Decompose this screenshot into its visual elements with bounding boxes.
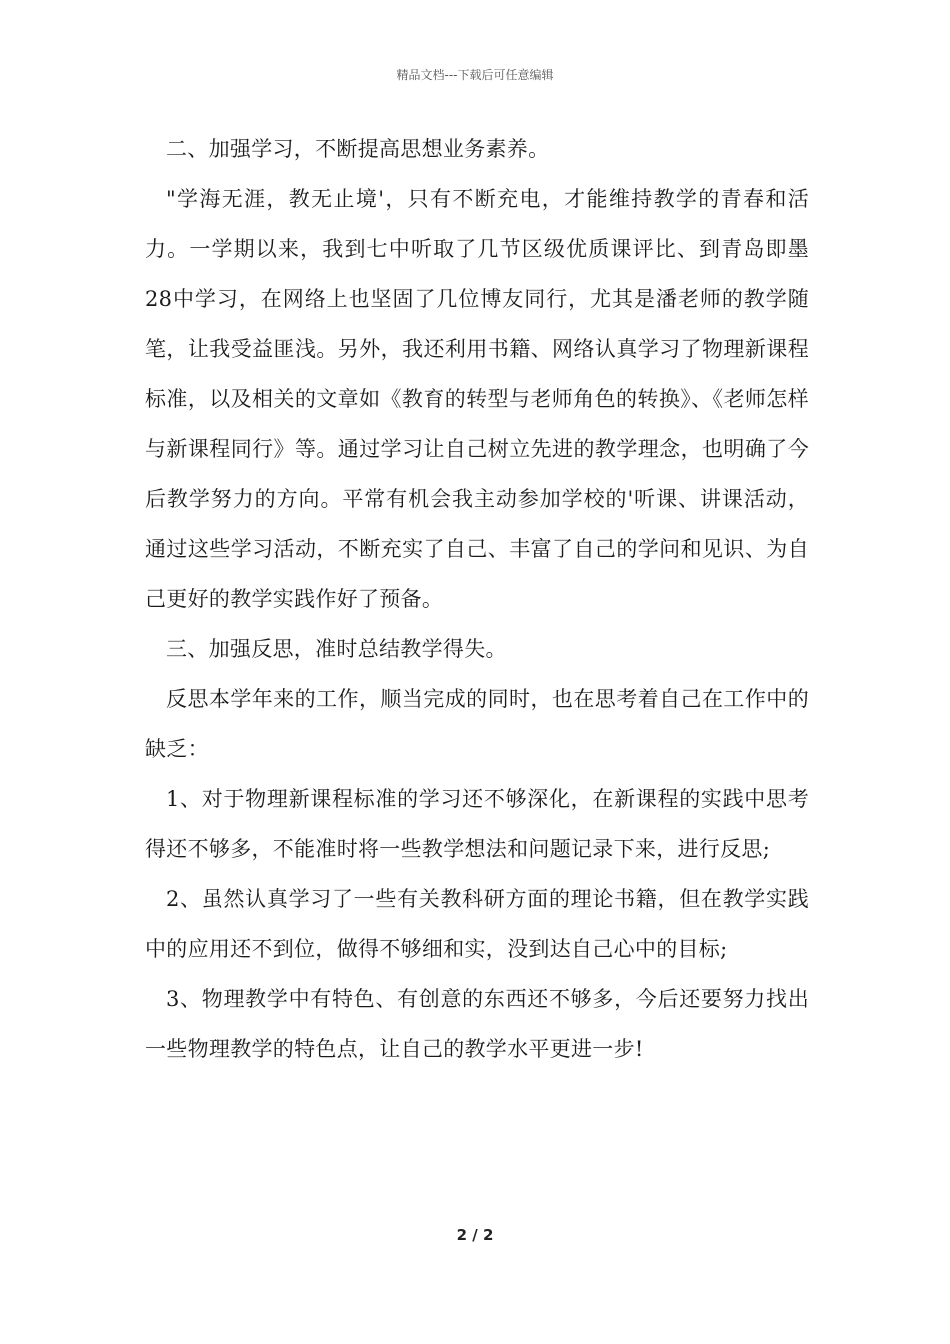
section-heading-reflection: 三、加强反思，准时总结教学得失。 <box>166 637 507 661</box>
page-header: 精品文档---下载后可任意编辑 <box>396 68 554 82</box>
paragraph-study: "学海无涯，教无止境'，只有不断充电，才能维持教学的青春和活力。一学期以来，我到七中听取了几节区级优质课评比、到青岛即墨28中学习，在网络上也坚固了几位博友同行，尤其是潘老师的教学随笔，让我受益匪浅。另外，我还利用书籍、网络认真学习了物理新课程标准，以及相关的文章如《教育的转型与老师角色的转换》、《老师怎样与新课程同行》等。通过学习让自己树立先进的教学理念，也明确了今后教学努力的方向。平常有机会我主动参加学校的'听课、讲课活动，通过这些学习活动，不断充实了自己、丰富了自己的学问和见识、为自己更好的教学实践作好了预备。 <box>145 187 809 611</box>
list-item-1: 1、对于物理新课程标准的学习还不够深化，在新课程的实践中思考得还不够多，不能准时将一些教学想法和问题记录下来，进行反思; <box>145 787 809 861</box>
list-item-2: 2、虽然认真学习了一些有关教科研方面的理论书籍，但在教学实践中的应用还不到位，做得不够细和实，没到达自己心中的目标; <box>145 887 809 961</box>
document-body <box>145 124 809 1074</box>
list-item-3: 3、物理教学中有特色、有创意的东西还不够多，今后还要努力找出一些物理教学的特色点，让自己的教学水平更进一步! <box>145 987 809 1061</box>
paragraph-reflection-intro: 反思本学年来的工作，顺当完成的同时，也在思考着自己在工作中的缺乏： <box>145 687 809 761</box>
section-heading-study: 二、加强学习，不断提高思想业务素养。 <box>166 137 550 161</box>
page-number: 2 / 2 <box>456 1226 494 1244</box>
